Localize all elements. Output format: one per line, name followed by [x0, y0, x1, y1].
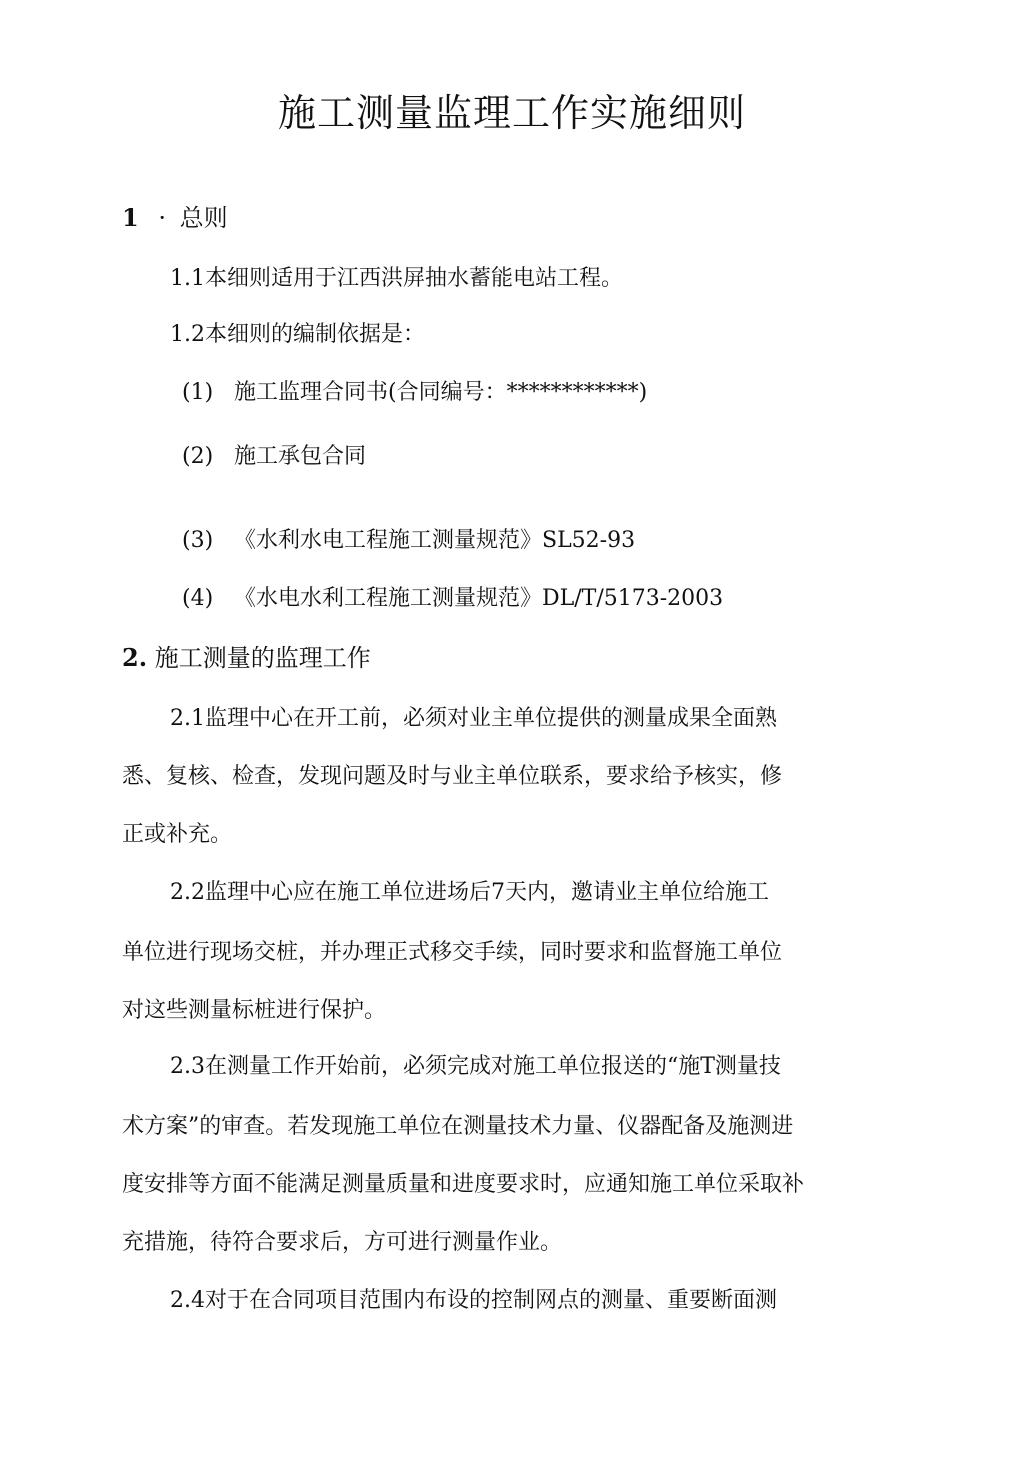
section-2-number: 2.	[122, 643, 148, 672]
list-item	[182, 446, 366, 468]
list-item	[182, 382, 647, 404]
paragraph-2-3-line: 充措施，待符合要求后，方可进行测量作业。	[122, 1230, 563, 1255]
list-item-text: 施工承包合同	[234, 444, 367, 469]
paragraph-2-4-line: 2.4对于在合同项目范围内布设的控制网点的测量、重要断面测	[170, 1288, 777, 1313]
section-1-title: 总则	[179, 204, 228, 232]
list-item-number: (3)	[182, 528, 214, 553]
list-item-text: 《水利水电工程施工测量规范》SL52-93	[234, 528, 636, 553]
paragraph-2-1-line: 2.1监理中心在开工前，必须对业主单位提供的测量成果全面熟	[170, 706, 777, 731]
paragraph-2-2-line: 对这些测量标桩进行保护。	[122, 998, 387, 1023]
paragraph-2-2-line: 2.2监理中心应在施工单位进场后7天内，邀请业主单位给施工	[170, 880, 769, 905]
paragraph-2-2-line: 单位进行现场交桩，并办理正式移交手续，同时要求和监督施工单位	[122, 940, 783, 965]
paragraph-1-2: 1.2本细则的编制依据是：	[170, 322, 425, 347]
list-item-text: 施工监理合同书(合同编号：************)	[234, 380, 648, 405]
paragraph-2-1-line: 正或补充。	[122, 822, 233, 847]
section-1-number: 1	[122, 203, 139, 232]
list-item-text: 《水电水利工程施工测量规范》DL/T/5173-2003	[234, 586, 724, 611]
list-item	[182, 588, 723, 610]
list-item	[182, 530, 635, 552]
list-item-number: (1)	[182, 380, 214, 405]
paragraph-1-1: 1.1本细则适用于江西洪屏抽水蓄能电站工程。	[170, 266, 623, 291]
document-title: 施工测量监理工作实施细则	[277, 91, 746, 135]
paragraph-2-3-line: 术方案”的审查。若发现施工单位在测量技术力量、仪器配备及施测进	[122, 1114, 794, 1139]
paragraph-2-1-line: 悉、复核、检查，发现问题及时与业主单位联系，要求给予核实，修	[122, 764, 783, 789]
paragraph-2-3-line: 度安排等方面不能满足测量质量和进度要求时，应通知施工单位采取补	[122, 1172, 805, 1197]
section-2-title: 施工测量的监理工作	[154, 644, 371, 672]
section-2-heading	[122, 643, 371, 672]
list-item-number: (2)	[182, 444, 214, 469]
paragraph-2-3-line: 2.3在测量工作开始前，必须完成对施工单位报送的“施T测量技	[170, 1054, 781, 1079]
list-item-number: (4)	[182, 586, 214, 611]
section-1-heading	[122, 203, 228, 232]
section-1-bullet: ·	[158, 204, 166, 232]
